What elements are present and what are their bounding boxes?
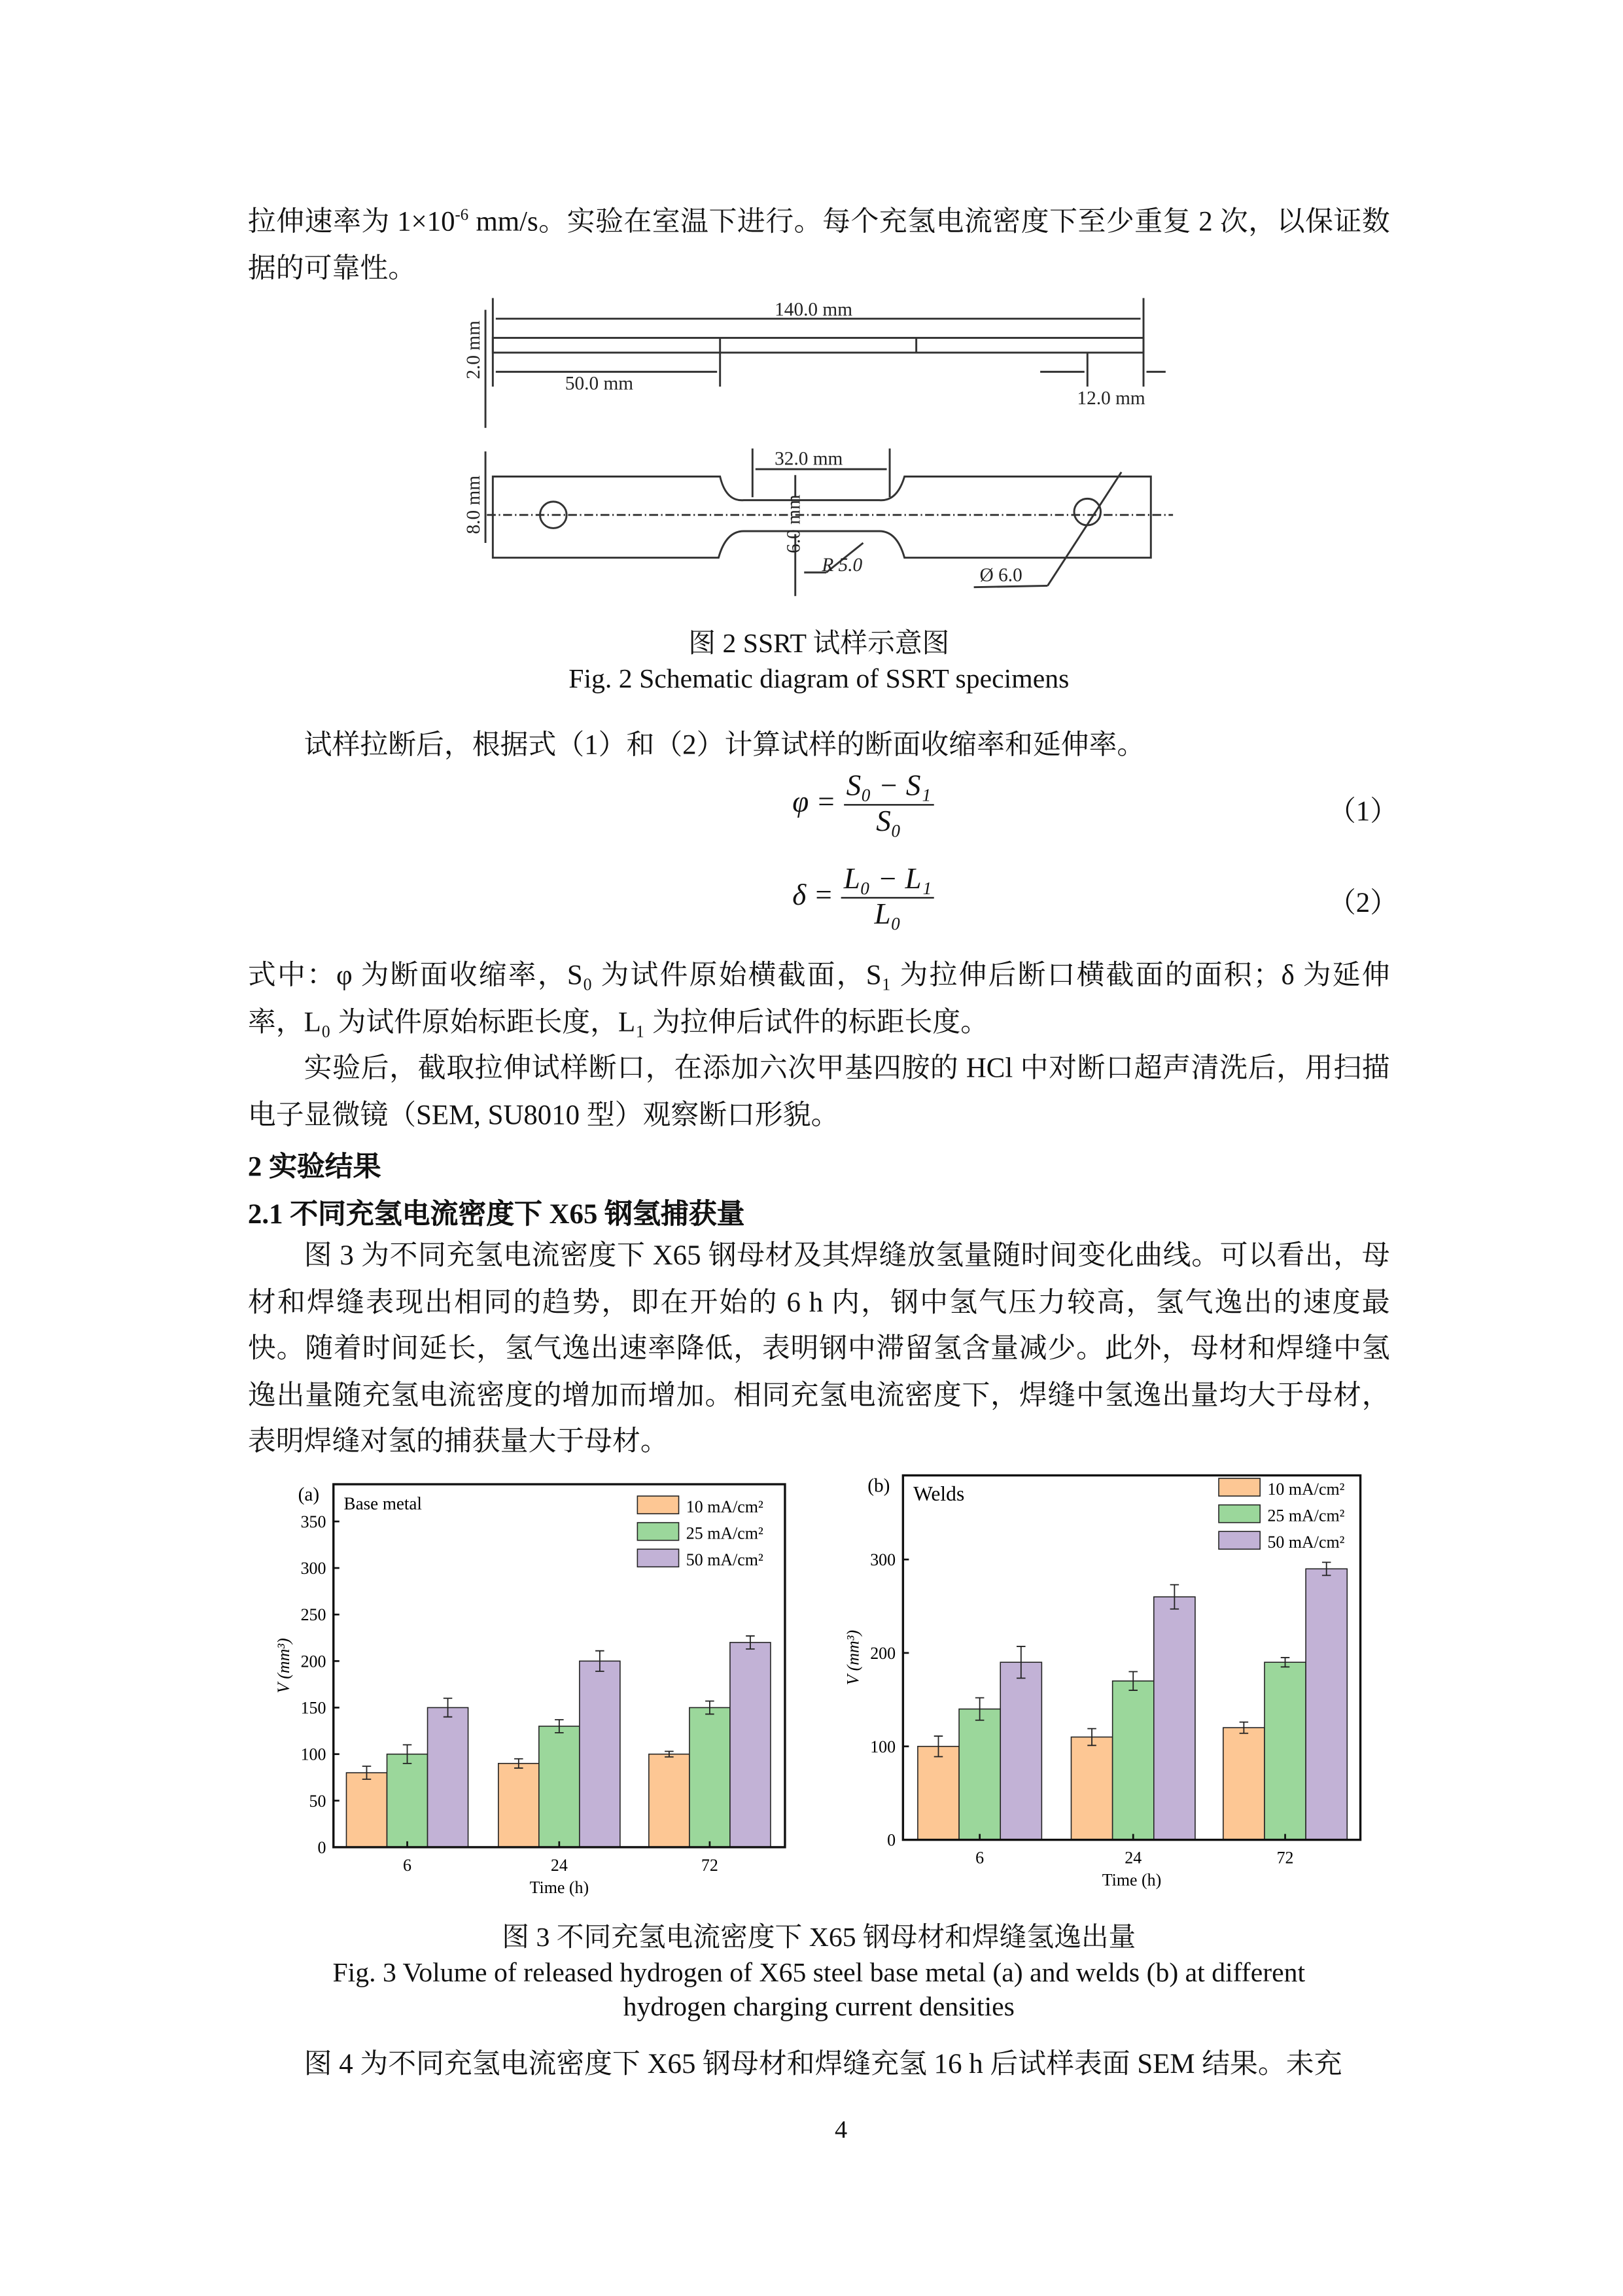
- bar: [1071, 1737, 1112, 1839]
- y-tick-label: 200: [870, 1643, 896, 1663]
- dim-gauge-width: 6.0 mm: [783, 495, 805, 553]
- superscript: -6: [455, 206, 469, 224]
- panel-label: (a): [298, 1484, 320, 1505]
- dim-hole-diameter: Ø 6.0: [979, 565, 1022, 586]
- dim-hole-offset: 12.0 mm: [1077, 388, 1145, 409]
- x-tick-label: 72: [701, 1855, 718, 1875]
- legend-swatch: [1219, 1505, 1260, 1523]
- y-tick-label: 0: [887, 1830, 896, 1850]
- eq-denominator: L₀: [874, 898, 901, 931]
- legend-label: 25 mA/cm²: [686, 1523, 763, 1543]
- text: 拉伸速率为 1×10: [247, 207, 455, 238]
- page-number: 4: [835, 2115, 848, 2144]
- paragraph-fig4-intro: 图 4 为不同充氢电流密度下 X65 钢母材和焊缝充氢 16 h 后试样表面 SEM 结果。未充: [304, 2049, 1342, 2081]
- fig3-caption-cn: 图 3 不同充氢电流密度下 X65 钢母材和焊缝氢逸出量: [502, 1924, 1136, 1954]
- bar: [1000, 1662, 1041, 1839]
- paragraph-tensile-rate: [248, 193, 1390, 292]
- bar: [1154, 1597, 1195, 1839]
- bar: [1223, 1728, 1265, 1839]
- fig3-caption-en-line2: hydrogen charging current densities: [623, 1993, 1015, 2023]
- paragraph-symbol-definitions: 式中：φ 为断面收缩率，S₀ 为试件原始横截面，S₁ 为拉伸后断口横截面的面积；δ 为延伸率，L₀ 为试件原始标距长度，L₁ 为拉伸后试件的标距长度。: [247, 960, 1390, 1038]
- dim-gauge-length: 32.0 mm: [775, 448, 843, 470]
- bar: [649, 1754, 689, 1847]
- eq-numerator: L₀ − L₁: [841, 863, 935, 898]
- legend-label: 10 mA/cm²: [1267, 1479, 1345, 1499]
- x-tick-label: 6: [403, 1855, 412, 1875]
- bar: [1265, 1662, 1306, 1839]
- eq-denominator: S₀: [876, 805, 901, 839]
- y-tick-label: 50: [309, 1791, 326, 1811]
- y-axis-label: V (mm³): [843, 1629, 863, 1686]
- legend-label: 50 mA/cm²: [686, 1550, 763, 1570]
- y-tick-label: 200: [300, 1652, 326, 1671]
- legend-label: 50 mA/cm²: [1267, 1533, 1345, 1552]
- legend-swatch: [637, 1496, 678, 1514]
- bar: [689, 1707, 730, 1847]
- dim-grip-length: 50.0 mm: [565, 373, 634, 394]
- dim-thickness: 2.0 mm: [463, 321, 485, 379]
- bar: [498, 1764, 539, 1847]
- y-tick-label: 100: [870, 1737, 896, 1756]
- y-tick-label: 100: [300, 1745, 326, 1764]
- eq-numerator: S₀ − S₁: [843, 770, 934, 805]
- y-tick-label: 0: [317, 1837, 326, 1857]
- y-tick-label: 300: [300, 1559, 326, 1578]
- legend-swatch: [1219, 1531, 1260, 1549]
- equation-2: [792, 863, 935, 932]
- dim-radius: R 5.0: [822, 554, 863, 576]
- bar: [580, 1661, 620, 1847]
- equation-2-number: （2）: [1327, 888, 1399, 920]
- paragraph-results: 图 3 为不同充氢电流密度下 X65 钢母材及其焊缝放氢量随时间变化曲线。可以看出，母材和焊缝表现出相同的趋势，即在开始的 6 h 内，钢中氢气压力较高，氢气逸出的速度最快。随着时间延长，氢气逸出速率降低，表明钢中滞留氢含量减少。此外，母材和焊缝中氢逸出量随充氢电流密度的增加而增加。相同充氢电流密度下，焊缝中氢逸出量均大于母材，表明焊缝对氢的捕获量大于母材。: [247, 1240, 1390, 1459]
- panel-title: Welds: [913, 1482, 965, 1505]
- paragraph-formula-intro: 试样拉断后，根据式（1）和（2）计算试样的断面收缩率和延伸率。: [304, 730, 1145, 761]
- legend-label: 25 mA/cm²: [1267, 1506, 1345, 1525]
- equation-1-number: （1）: [1327, 796, 1399, 828]
- dim-total-length: 140.0 mm: [775, 299, 853, 321]
- chart-base-metal: [251, 1468, 811, 1911]
- x-tick-label: 24: [550, 1855, 568, 1875]
- y-tick-label: 250: [300, 1605, 326, 1625]
- x-axis-label: Time (h): [529, 1877, 589, 1897]
- bar: [730, 1643, 771, 1847]
- legend-swatch: [637, 1523, 678, 1540]
- fig3-caption-en-line1: Fig. 3 Volume of released hydrogen of X65 steel base metal (a) and welds (b) at different: [332, 1959, 1306, 1989]
- paragraph-sem: 实验后，截取拉伸试样断口，在添加六次甲基四胺的 HCl 中对断口超声清洗后，用扫描电子显微镜（SEM, SU8010 型）观察断口形貌。: [247, 1053, 1390, 1132]
- bar: [1306, 1569, 1347, 1839]
- bar: [346, 1773, 387, 1847]
- bar: [387, 1754, 428, 1847]
- x-tick-label: 6: [975, 1848, 985, 1868]
- legend-label: 10 mA/cm²: [686, 1497, 763, 1516]
- y-tick-label: 150: [300, 1698, 326, 1718]
- bar: [539, 1726, 580, 1847]
- x-tick-label: 24: [1125, 1848, 1142, 1868]
- section-heading-2-1: 2.1 不同充氢电流密度下 X65 钢氢捕获量: [247, 1199, 745, 1231]
- panel-title: Base metal: [343, 1493, 422, 1514]
- eq-lhs: δ =: [792, 879, 833, 913]
- dim-width: 8.0 mm: [463, 475, 485, 534]
- x-tick-label: 72: [1276, 1848, 1294, 1868]
- section-heading-2: 2 实验结果: [247, 1152, 381, 1183]
- eq-lhs: φ =: [792, 786, 836, 820]
- bar: [918, 1747, 959, 1840]
- chart-welds: [819, 1461, 1380, 1911]
- panel-label: (b): [867, 1475, 890, 1497]
- text: mm/s。实验在室温下进行。每个充氢电流密度下至少重复 2 次，以保证数据的可靠性。: [247, 207, 1390, 285]
- legend-swatch: [1219, 1478, 1260, 1496]
- y-axis-label: V (mm³): [274, 1638, 294, 1694]
- equation-1: [792, 770, 934, 839]
- fig2-caption-cn: 图 2 SSRT 试样示意图: [688, 630, 950, 660]
- y-tick-label: 300: [870, 1550, 896, 1570]
- bar: [428, 1707, 468, 1847]
- fig2-caption-en: Fig. 2 Schematic diagram of SSRT specimens: [568, 665, 1070, 695]
- legend-swatch: [637, 1549, 678, 1567]
- x-axis-label: Time (h): [1102, 1870, 1162, 1890]
- bar: [1113, 1681, 1154, 1840]
- ssrt-specimen-diagram: [443, 288, 1181, 605]
- y-tick-label: 350: [300, 1512, 326, 1531]
- bar: [959, 1709, 1000, 1840]
